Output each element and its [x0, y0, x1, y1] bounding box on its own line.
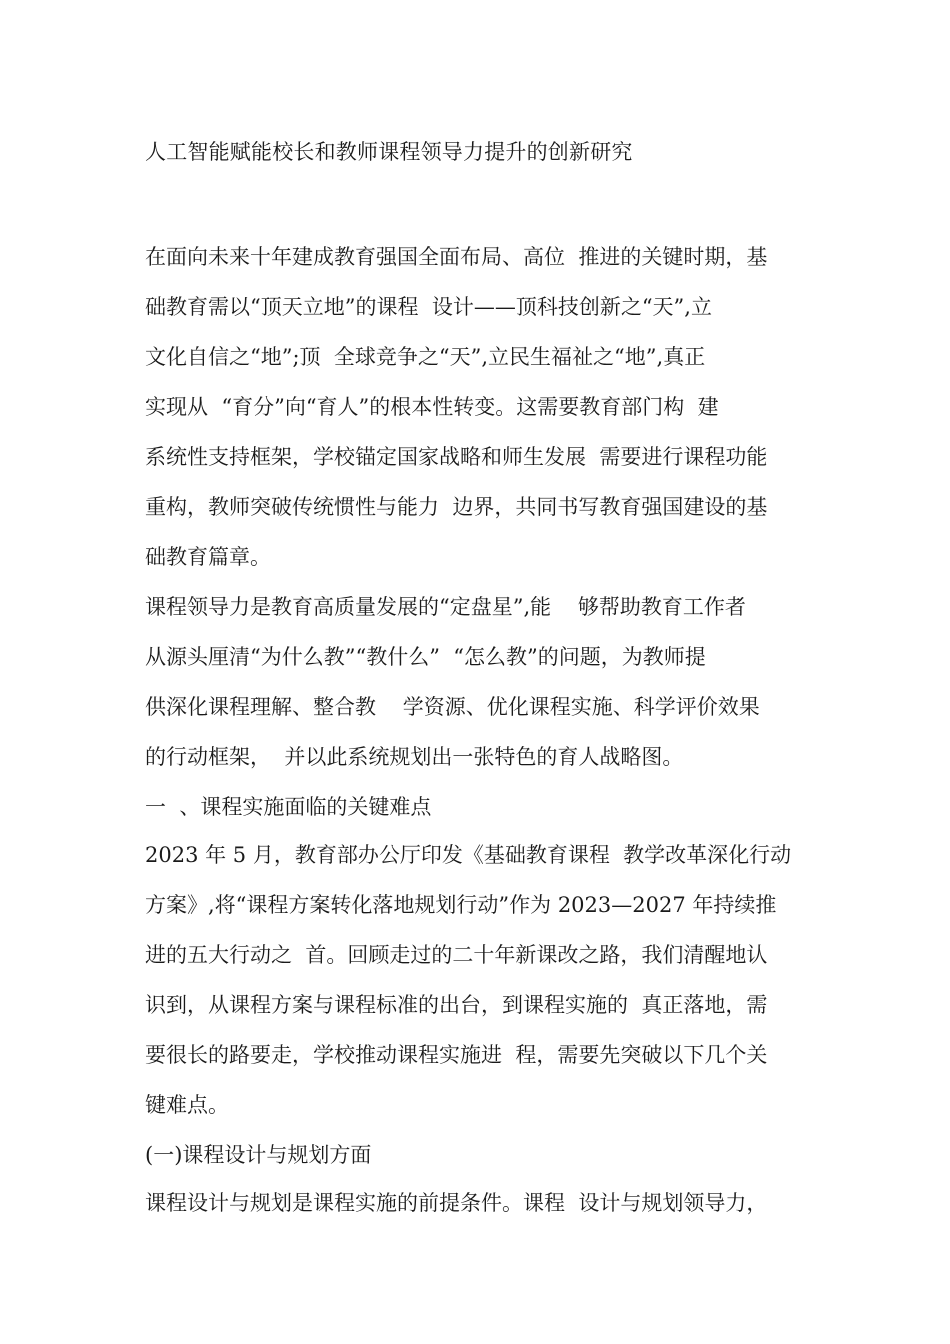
paragraph-line: 础教育篇章。: [145, 545, 271, 569]
paragraph-line: 识到，从课程方案与课程标准的出台，到课程实施的 真正落地，需: [145, 993, 768, 1017]
paragraph-line: 文化自信之“地”;顶 全球竞争之“天”,立民生福祉之“地”,真正: [145, 345, 706, 369]
document-body: [145, 232, 825, 1228]
paragraph-line: 供深化课程理解、整合教 学资源、优化课程实施、科学评价效果: [145, 695, 760, 719]
paragraph-line: 的行动框架， 并以此系统规划出一张特色的育人战略图。: [145, 745, 684, 769]
paragraph-line: 系统性支持框架，学校锚定国家战略和师生发展 需要进行课程功能: [145, 445, 768, 469]
paragraph-line: 础教育需以“顶天立地”的课程 设计——顶科技创新之“天”,立: [145, 295, 712, 319]
paragraph-line: 课程领导力是教育高质量发展的“定盘星”,能 够帮助教育工作者: [145, 595, 746, 619]
paragraph-line: 在面向未来十年建成教育强国全面布局、高位 推进的关键时期，基: [145, 245, 768, 269]
paragraph-line: 方案》,将“课程方案转化落地规划行动”作为 2023—2027 年持续推: [145, 893, 777, 917]
paragraph-line: 要很长的路要走，学校推动课程实施进 程，需要先突破以下几个关: [145, 1043, 768, 1067]
paragraph-line: 课程设计与规划是课程实施的前提条件。课程 设计与规划领导力，: [145, 1191, 768, 1215]
paragraph-line: 重构，教师突破传统惯性与能力 边界，共同书写教育强国建设的基: [145, 495, 768, 519]
document-title: 人工智能赋能校长和教师课程领导力提升的创新研究: [145, 140, 633, 164]
paragraph-line: 键难点。: [145, 1093, 229, 1117]
subsection-heading: (一)课程设计与规划方面: [145, 1143, 372, 1167]
paragraph-line: 实现从 “育分”向“育人”的根本性转变。这需要教育部门构 建: [145, 395, 719, 419]
paragraph-line: 进的五大行动之 首。回顾走过的二十年新课改之路，我们清醒地认: [145, 943, 768, 967]
section-heading: 一 、课程实施面临的关键难点: [145, 795, 432, 819]
paragraph-line: 2023 年 5 月，教育部办公厅印发《基础教育课程 教学改革深化行动: [145, 843, 792, 867]
paragraph-line: 从源头厘清“为什么教”“教什么” “怎么教”的问题，为教师提: [145, 645, 706, 669]
